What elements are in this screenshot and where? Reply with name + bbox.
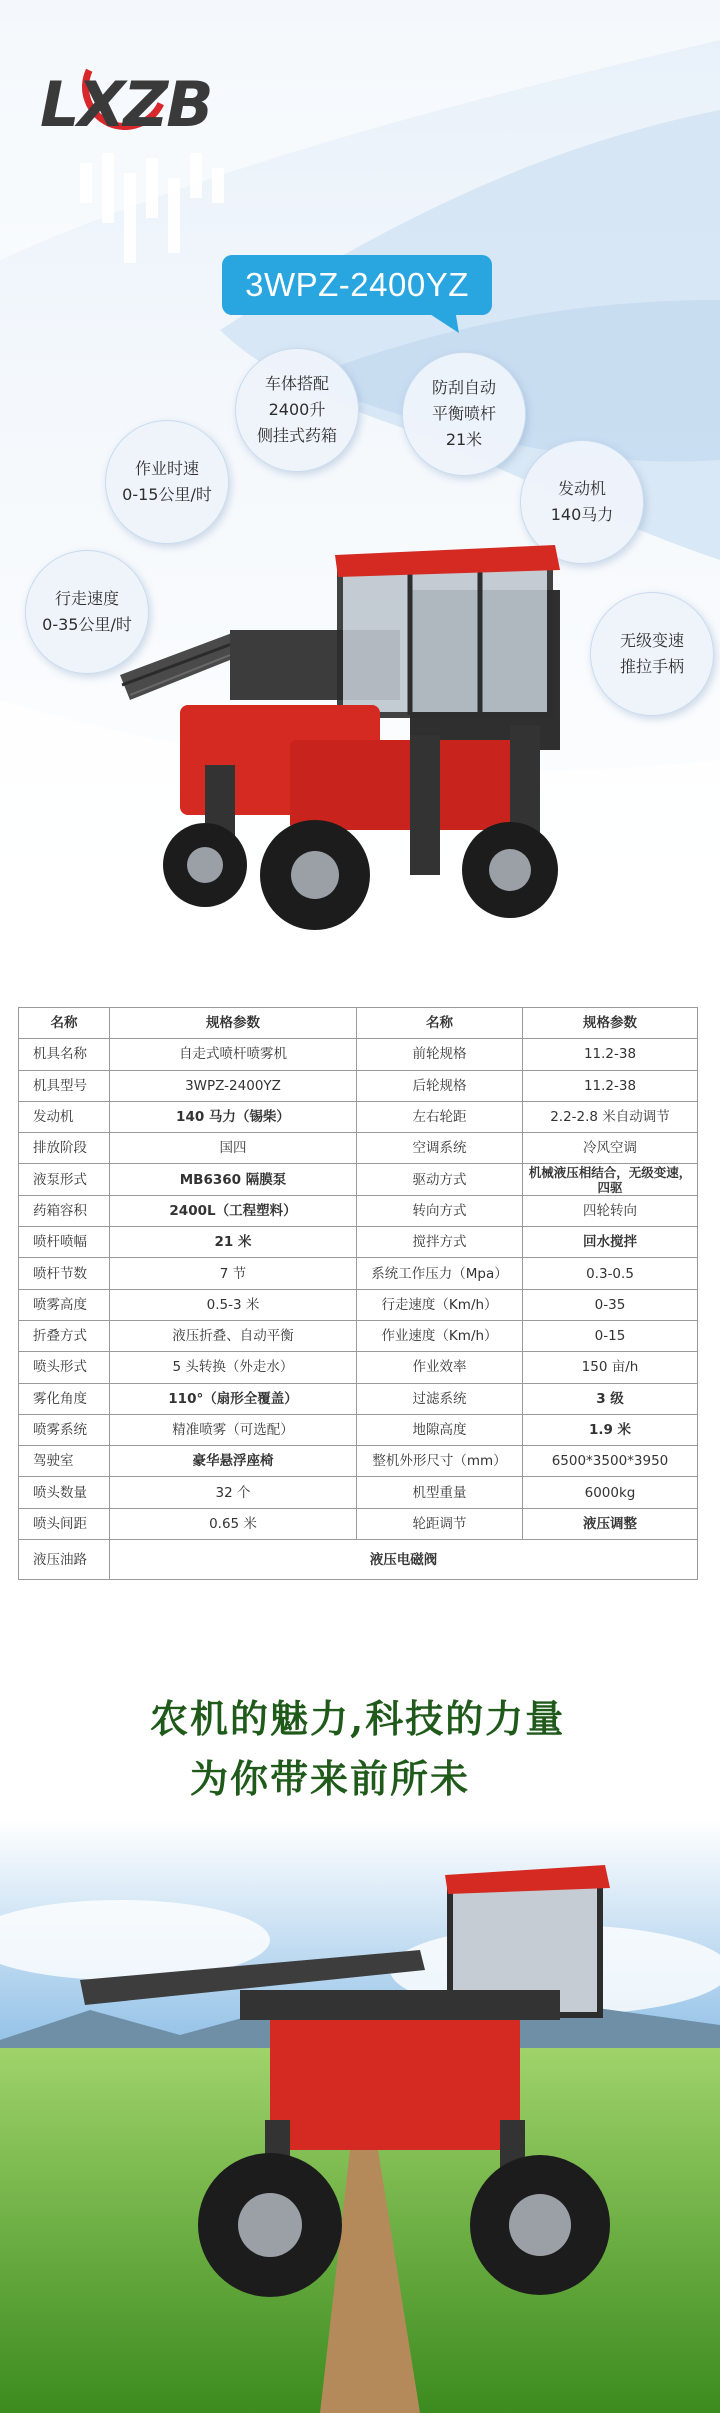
table-cell: 喷杆喷幅 [19, 1227, 110, 1258]
table-cell: 作业效率 [357, 1352, 523, 1383]
table-row [19, 1039, 698, 1070]
table-cell: 0.65 米 [110, 1508, 357, 1539]
table-header: 规格参数 [110, 1008, 357, 1039]
feature-line: 0-35公里/时 [42, 615, 132, 634]
table-cell: 自走式喷杆喷雾机 [110, 1039, 357, 1070]
table-row [19, 1289, 698, 1320]
table-cell: 作业速度（Km/h） [357, 1320, 523, 1351]
logo-signal-bars [80, 153, 240, 263]
table-cell: MB6360 隔膜泵 [110, 1164, 357, 1195]
slogan-line-1: 农机的魅力,科技的力量 [150, 1696, 566, 1741]
feature-line: 车体搭配 [264, 374, 329, 393]
table-cell: 140 马力（锡柴） [110, 1101, 357, 1132]
table-cell: 喷头间距 [19, 1508, 110, 1539]
table-row [19, 1446, 698, 1477]
sprayer-machine-image [110, 535, 590, 935]
table-cell: 11.2-38 [523, 1039, 698, 1070]
brand-logo [40, 38, 240, 238]
feature-tank [235, 348, 359, 472]
table-row [19, 1540, 698, 1580]
table-row [19, 1227, 698, 1258]
table-cell: 整机外形尺寸（mm） [357, 1446, 523, 1477]
feature-line: 2400升 [268, 400, 326, 419]
table-row [19, 1477, 698, 1508]
table-cell: 150 亩/h [523, 1352, 698, 1383]
table-header: 名称 [19, 1008, 110, 1039]
table-row [19, 1101, 698, 1132]
table-cell: 2.2-2.8 米自动调节 [523, 1101, 698, 1132]
table-row [19, 1414, 698, 1445]
table-cell: 地隙高度 [357, 1414, 523, 1445]
table-cell: 2400L（工程塑料） [110, 1195, 357, 1226]
table-cell: 0-15 [523, 1320, 698, 1351]
table-cell: 7 节 [110, 1258, 357, 1289]
feature-transmission [590, 592, 714, 716]
table-cell: 四轮转向 [523, 1195, 698, 1226]
table-cell: 国四 [110, 1133, 357, 1164]
slogan-line-2: 为你带来前所未 [190, 1756, 471, 1801]
feature-work-speed [105, 420, 229, 544]
table-row [19, 1258, 698, 1289]
table-cell: 冷风空调 [523, 1133, 698, 1164]
table-cell: 药箱容积 [19, 1195, 110, 1226]
table-cell: 回水搅拌 [523, 1227, 698, 1258]
table-cell: 排放阶段 [19, 1133, 110, 1164]
table-cell: 液压折叠、自动平衡 [110, 1320, 357, 1351]
table-cell: 豪华悬浮座椅 [110, 1446, 357, 1477]
table-cell: 过滤系统 [357, 1383, 523, 1414]
feature-line: 0-15公里/时 [122, 485, 212, 504]
table-cell: 0-35 [523, 1289, 698, 1320]
table-cell: 11.2-38 [523, 1070, 698, 1101]
table-cell: 机具名称 [19, 1039, 110, 1070]
feature-line: 侧挂式药箱 [256, 426, 337, 445]
table-cell: 1.9 米 [523, 1414, 698, 1445]
table-cell: 后轮规格 [357, 1070, 523, 1101]
table-cell: 110°（扇形全覆盖） [110, 1383, 357, 1414]
table-cell: 前轮规格 [357, 1039, 523, 1070]
table-header: 名称 [357, 1008, 523, 1039]
spec-table [18, 1007, 698, 1580]
table-cell: 驱动方式 [357, 1164, 523, 1195]
feature-line: 推拉手柄 [619, 657, 684, 676]
table-cell: 液泵形式 [19, 1164, 110, 1195]
table-cell: 3WPZ-2400YZ [110, 1070, 357, 1101]
table-row [19, 1383, 698, 1414]
table-cell: 液压油路 [19, 1540, 110, 1580]
table-cell: 机械液压相结合，无级变速，四驱 [523, 1164, 698, 1195]
table-row [19, 1352, 698, 1383]
table-cell: 搅拌方式 [357, 1227, 523, 1258]
feature-boom [402, 352, 526, 476]
table-cell: 32 个 [110, 1477, 357, 1508]
field-scene-image [0, 1820, 720, 2413]
table-cell: 喷雾高度 [19, 1289, 110, 1320]
feature-line: 21米 [445, 430, 483, 449]
hero-section [0, 0, 720, 985]
table-cell: 空调系统 [357, 1133, 523, 1164]
table-cell: 机型重量 [357, 1477, 523, 1508]
feature-line: 平衡喷杆 [431, 404, 496, 423]
table-cell: 液压电磁阀 [110, 1540, 698, 1580]
table-cell: 左右轮距 [357, 1101, 523, 1132]
table-header-row [19, 1008, 698, 1039]
feature-line: 140马力 [550, 505, 614, 524]
table-cell: 精准喷雾（可选配） [110, 1414, 357, 1445]
table-header: 规格参数 [523, 1008, 698, 1039]
table-row [19, 1070, 698, 1101]
feature-line: 作业时速 [134, 459, 199, 478]
table-cell: 系统工作压力（Mpa） [357, 1258, 523, 1289]
table-row [19, 1195, 698, 1226]
table-cell: 发动机 [19, 1101, 110, 1132]
table-cell: 机具型号 [19, 1070, 110, 1101]
table-cell: 3 级 [523, 1383, 698, 1414]
table-cell: 6000kg [523, 1477, 698, 1508]
table-cell: 行走速度（Km/h） [357, 1289, 523, 1320]
table-cell: 0.5-3 米 [110, 1289, 357, 1320]
feature-line: 行走速度 [54, 589, 119, 608]
table-cell: 转向方式 [357, 1195, 523, 1226]
table-row [19, 1133, 698, 1164]
model-title: 3WPZ-2400YZ [222, 255, 492, 315]
table-cell: 喷杆节数 [19, 1258, 110, 1289]
table-cell: 驾驶室 [19, 1446, 110, 1477]
table-cell: 5 头转换（外走水） [110, 1352, 357, 1383]
table-cell: 喷头形式 [19, 1352, 110, 1383]
table-cell: 喷头数量 [19, 1477, 110, 1508]
table-cell: 0.3-0.5 [523, 1258, 698, 1289]
feature-line: 发动机 [557, 479, 606, 498]
table-cell: 21 米 [110, 1227, 357, 1258]
logo-text: LXZB [40, 68, 212, 141]
table-cell: 轮距调节 [357, 1508, 523, 1539]
table-row [19, 1508, 698, 1539]
table-cell: 雾化角度 [19, 1383, 110, 1414]
table-cell: 折叠方式 [19, 1320, 110, 1351]
table-cell: 液压调整 [523, 1508, 698, 1539]
table-row [19, 1320, 698, 1351]
feature-line: 无级变速 [619, 631, 684, 650]
table-row [19, 1164, 698, 1195]
feature-line: 防刮自动 [431, 378, 496, 397]
table-cell: 喷雾系统 [19, 1414, 110, 1445]
table-cell: 6500*3500*3950 [523, 1446, 698, 1477]
